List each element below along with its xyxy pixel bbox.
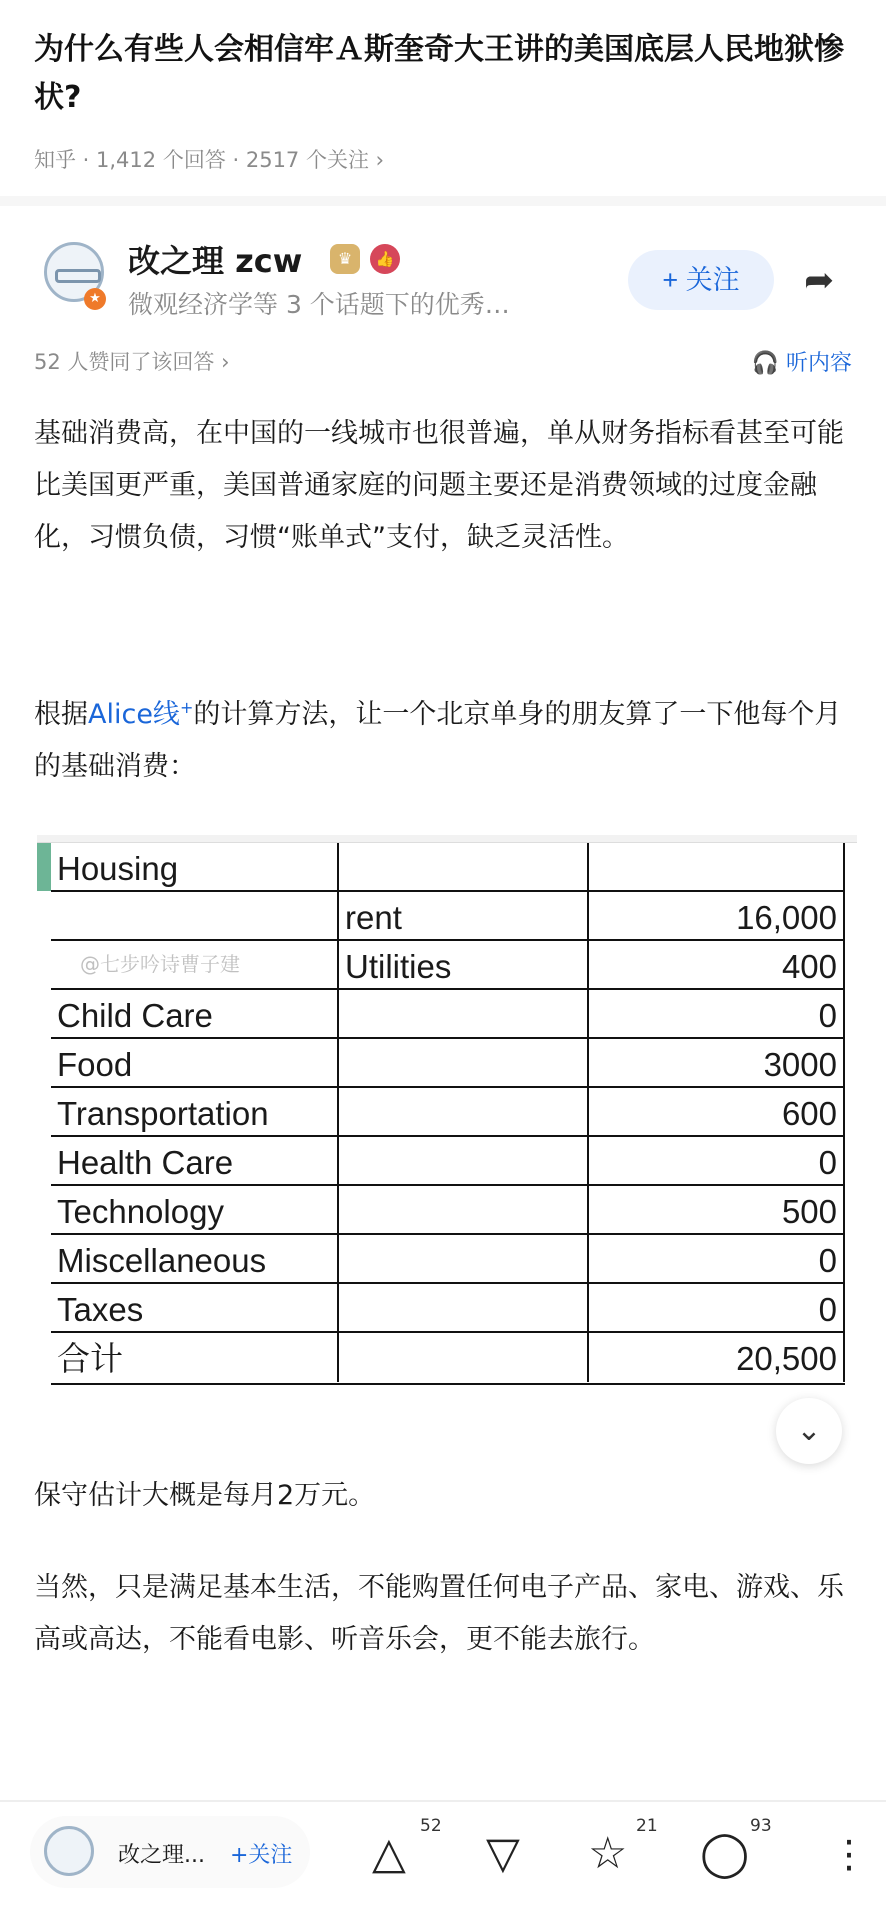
table-cell-category: Technology	[51, 1186, 339, 1235]
table-cell-sub	[339, 1088, 589, 1137]
listen-label: 听内容	[785, 351, 852, 376]
downvote-icon[interactable]: ▽	[486, 1828, 520, 1879]
watermark: @七步吟诗曹子建	[80, 952, 240, 976]
table-row	[51, 1088, 845, 1137]
table-row	[51, 1137, 845, 1186]
table-cell-amount: 0	[589, 990, 845, 1039]
double-chevron-down-icon: ⌄	[796, 1413, 822, 1448]
table-cell-sub	[339, 1235, 589, 1284]
row-selection-marker	[37, 843, 51, 891]
author-name[interactable]: 改之理 zcw	[128, 242, 303, 280]
table-cell-sub: rent	[339, 892, 589, 941]
table-row	[51, 1235, 845, 1284]
table-cell-amount: 500	[589, 1186, 845, 1235]
favorite-count: 21	[636, 1816, 658, 1836]
paragraph: 基础消费高，在中国的一线城市也很普遍，单从财务指标看甚至可能比美国更严重，美国普通家庭的问题主要还是消费领域的过度金融化，习惯负债，习惯“账单式”支付，缺乏灵活性。	[34, 418, 844, 553]
table-cell-category	[51, 892, 339, 941]
question-title[interactable]: 为什么有些人会相信牢Ａ斯奎奇大王讲的美国底层人民地狱惨状?	[34, 32, 844, 115]
listen-button[interactable]	[752, 346, 852, 377]
author-description: 微观经济学等 3 个话题下的优秀…	[128, 290, 510, 319]
table-row	[51, 1039, 845, 1088]
table-row	[51, 1333, 845, 1385]
table-cell-amount: 16,000	[589, 892, 845, 941]
table-row	[51, 990, 845, 1039]
crown-badge-icon: ♛	[330, 244, 360, 274]
table-cell-category: Miscellaneous	[51, 1235, 339, 1284]
table-cell-amount: 0	[589, 1284, 845, 1333]
table-row	[51, 1284, 845, 1333]
table-cell-sub	[339, 1284, 589, 1333]
share-icon[interactable]: ➦	[804, 260, 835, 301]
table-cell-amount: 0	[589, 1235, 845, 1284]
follow-button[interactable]: + 关注	[628, 250, 774, 310]
expense-table-image	[37, 835, 857, 1395]
upvote-count: 52	[420, 1816, 442, 1836]
table-cell-amount: 400	[589, 941, 845, 990]
text: 根据	[34, 699, 88, 730]
table-row	[51, 843, 845, 892]
alice-line-link[interactable]: Alice线	[88, 699, 180, 730]
table-row	[51, 1186, 845, 1235]
bottom-action-bar	[0, 1800, 886, 1911]
headphones-icon: 🎧	[751, 351, 779, 376]
author-avatar[interactable]	[44, 1826, 94, 1876]
table-cell-sub	[339, 1039, 589, 1088]
paragraph: 保守估计大概是每月2万元。	[34, 1480, 376, 1511]
table-cell-category: Child Care	[51, 990, 339, 1039]
more-options-icon[interactable]: ⋮	[830, 1832, 868, 1876]
question-meta[interactable]: 知乎 · 1,412 个回答 · 2517 个关注 ›	[34, 148, 385, 172]
favorite-star-icon[interactable]: ☆	[588, 1828, 628, 1879]
table-cell-amount: 0	[589, 1137, 845, 1186]
paragraph: 当然，只是满足基本生活，不能购置任何电子产品、家电、游戏、乐高或高达，不能看电影、听音乐会，更不能去旅行。	[34, 1572, 844, 1655]
upvote-icon[interactable]: △	[372, 1828, 406, 1879]
table-cell-category: Food	[51, 1039, 339, 1088]
link-plus: +	[179, 698, 194, 717]
table-cell-sub	[339, 843, 589, 892]
author-name[interactable]: 改之理...	[118, 1843, 205, 1868]
table-cell-sub	[339, 1333, 589, 1382]
paragraph	[34, 682, 854, 793]
table-cell-category: Health Care	[51, 1137, 339, 1186]
sheet-header-strip	[37, 835, 857, 843]
table-cell-sub	[339, 1186, 589, 1235]
table-cell-amount: 600	[589, 1088, 845, 1137]
table-cell-amount: 3000	[589, 1039, 845, 1088]
comment-icon[interactable]: ◯	[700, 1828, 750, 1879]
divider	[0, 196, 886, 206]
table-cell-sub	[339, 1137, 589, 1186]
table-cell-amount	[589, 843, 845, 892]
table-cell-sub: Utilities	[339, 941, 589, 990]
thumbs-up-badge-icon: 👍	[370, 244, 400, 274]
table-cell-category: Housing	[51, 843, 339, 892]
follow-button[interactable]: +关注	[230, 1843, 293, 1868]
likes-count[interactable]: 52 人赞同了该回答 ›	[34, 350, 230, 374]
author-pill[interactable]	[30, 1816, 310, 1888]
scroll-down-button[interactable]	[776, 1398, 842, 1464]
table-cell-amount: 20,500	[589, 1333, 845, 1382]
comment-count: 93	[750, 1816, 772, 1836]
table-cell-category: Transportation	[51, 1088, 339, 1137]
text: 的计算方法，让一个北京单身的朋友算了一下他每个月的基础消费：	[34, 699, 842, 782]
table-cell-category: Taxes	[51, 1284, 339, 1333]
table-row	[51, 892, 845, 941]
star-badge-icon: ★	[84, 288, 106, 310]
table-cell-category: 合计	[51, 1333, 339, 1382]
table-cell-sub	[339, 990, 589, 1039]
